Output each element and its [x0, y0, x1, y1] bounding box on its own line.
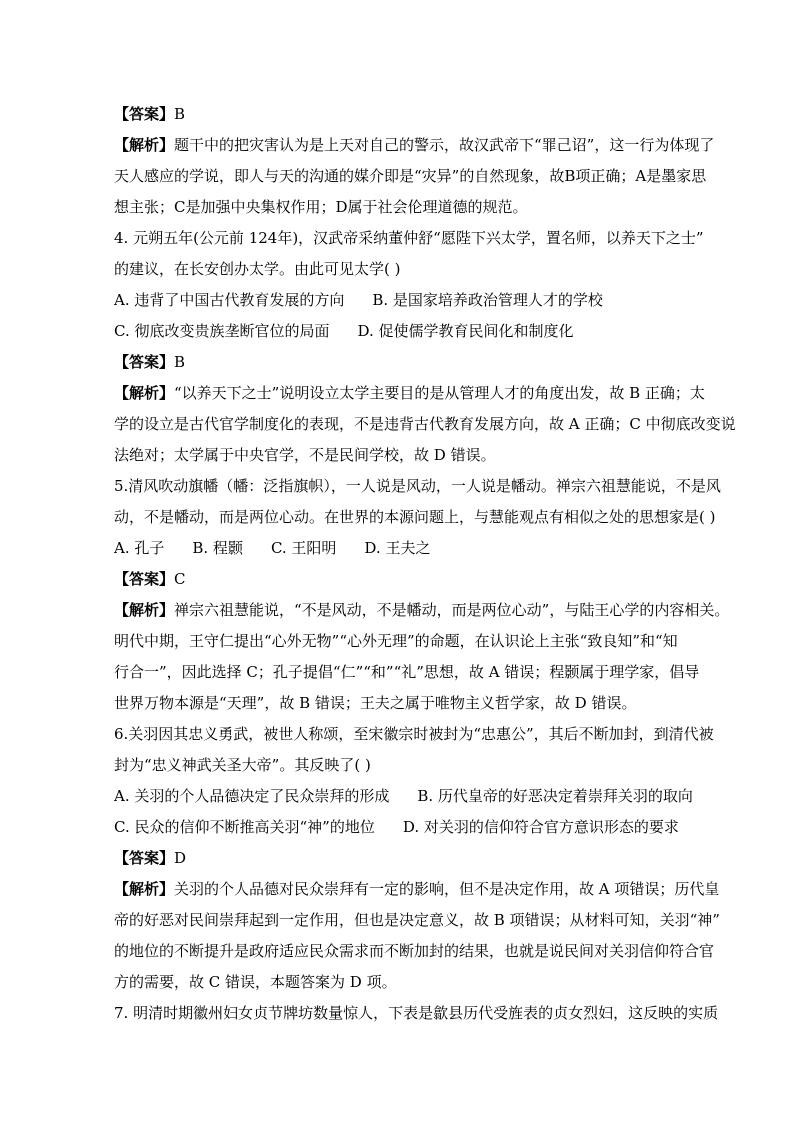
q5-answer — [114, 569, 186, 589]
q5-analysis-line-3: 行合一”，因此选择 C；孔子提倡“仁”“和”“礼”思想，故 A 错误；程颢属于理学家，倡导 — [114, 663, 700, 681]
q6-options-row-2 — [114, 817, 679, 837]
q3-analysis-line-3: 想主张；C是加强中央集权作用；D属于社会伦理道德的规范。 — [114, 198, 528, 216]
q4-option-d: D. 促使儒学教育民间化和制度化 — [357, 322, 574, 340]
q6-answer — [114, 848, 186, 868]
q6-stem-line-2: 封为“忠义神武关圣大帝”。其反映了( ) — [114, 756, 371, 774]
answer-tag: 【答案】 — [114, 849, 175, 867]
q4-option-b: B. 是国家培养政治管理人才的学校 — [372, 291, 603, 309]
q6-analysis-line-2: 帝的好恶对民间崇拜起到一定作用，但也是决定意义，故 B 项错误；从材料可知，关羽“神” — [114, 911, 720, 929]
q3-answer — [114, 104, 185, 124]
analysis-text: 题干中的把灾害认为是上天对自己的警示，故汉武帝下“罪己诏”，这一行为体现了 — [174, 136, 715, 154]
answer-value: B — [174, 353, 186, 371]
q4-analysis-line-2: 学的设立是古代官学制度化的表现，不是违背古代教育发展方向，故 A 正确；C 中彻底改变说 — [114, 415, 736, 433]
q6-option-d: D. 对关羽的信仰符合官方意识形态的要求 — [402, 818, 679, 836]
q4-stem-line-2: 的建议，在长安创办太学。由此可见太学( ) — [114, 260, 401, 278]
q3-analysis-line-1 — [114, 135, 714, 155]
q5-option-b: B. 程颢 — [192, 539, 243, 557]
q6-stem-line-1: 6.关羽因其忠义勇武，被世人称颂，至宋徽宗时被封为“忠惠公”，其后不断加封，到清代被 — [114, 725, 714, 743]
q5-analysis-line-2: 明代中期，王守仁提出“心外无物”“心外无理”的命题，在认识论上主张“致良知”和“知 — [114, 632, 678, 650]
analysis-text: 关羽的个人品德对民众崇拜有一定的影响，但不是决定作用，故 A 项错误；历代皇 — [174, 880, 720, 898]
q4-options-row-2 — [114, 321, 574, 341]
analysis-tag: 【解析】 — [114, 136, 175, 154]
q6-option-c: C. 民众的信仰不断推高关羽“神”的地位 — [114, 818, 375, 836]
q4-option-a: A. 违背了中国古代教育发展的方向 — [114, 291, 345, 309]
q4-stem-line-1: 4. 元朔五年(公元前 124年)，汉武帝采纳董仲舒“愿陛下兴太学，置名师，以养天下之士” — [114, 229, 704, 247]
q7-stem-line-1: 7. 明清时期徽州妇女贞节牌坊数量惊人，下表是歙县历代受旌表的贞女烈妇，这反映的实质 — [114, 1004, 719, 1022]
q4-options-row-1 — [114, 290, 603, 310]
q4-analysis-line-1 — [114, 383, 705, 403]
answer-value: C — [174, 570, 186, 588]
q6-option-b: B. 历代皇帝的好恶决定着崇拜关羽的取向 — [417, 787, 693, 805]
q6-option-a: A. 关羽的个人品德决定了民众崇拜的形成 — [114, 787, 390, 805]
answer-tag: 【答案】 — [114, 353, 175, 371]
q6-options-row-1 — [114, 786, 693, 806]
answer-tag: 【答案】 — [114, 570, 175, 588]
q3-analysis-line-2: 天人感应的学说，即人与天的沟通的媒介即是“灾异”的自然现象，故B项正确；A是墨家思 — [114, 167, 707, 185]
q6-analysis-line-3: 的地位的不断提升是政府适应民众需求而不断加封的结果，也就是说民间对关羽信仰符合官 — [114, 942, 715, 960]
answer-value: B — [174, 105, 186, 123]
q6-analysis-line-1 — [114, 879, 719, 899]
q5-option-c: C. 王阳明 — [270, 539, 337, 557]
q5-stem-line-1: 5.清风吹动旗幡（幡：泛指旗帜），一人说是风动，一人说是幡动。禅宗六祖慧能说，不是风 — [114, 477, 721, 495]
q4-answer — [114, 352, 185, 372]
analysis-tag: 【解析】 — [114, 880, 175, 898]
q4-option-c: C. 彻底改变贵族垄断官位的局面 — [114, 322, 330, 340]
analysis-tag: 【解析】 — [114, 601, 175, 619]
analysis-text: “以养天下之士”说明设立太学主要目的是从管理人才的角度出发，故 B 正确；太 — [174, 384, 705, 402]
analysis-tag: 【解析】 — [114, 384, 175, 402]
q5-option-a: A. 孔子 — [114, 539, 165, 557]
q5-option-d: D. 王夫之 — [364, 539, 431, 557]
q5-options-row — [114, 538, 430, 558]
analysis-text: 禅宗六祖慧能说，“不是风动，不是幡动，而是两位心动”，与陆王心学的内容相关。 — [174, 601, 730, 619]
q6-analysis-line-4: 方的需要，故 C 错误，本题答案为 D 项。 — [114, 973, 397, 991]
q5-analysis-line-1 — [114, 600, 729, 620]
answer-tag: 【答案】 — [114, 105, 175, 123]
q5-analysis-line-4: 世界万物本源是“天理”，故 B 错误；王夫之属于唯物主义哲学家，故 D 错误。 — [114, 694, 637, 712]
q4-analysis-line-3: 法绝对；太学属于中央官学，不是民间学校，故 D 错误。 — [114, 446, 496, 464]
answer-value: D — [174, 849, 187, 867]
q5-stem-line-2: 动，不是幡动，而是两位心动。在世界的本源问题上，与慧能观点有相似之处的思想家是( ) — [114, 508, 716, 526]
